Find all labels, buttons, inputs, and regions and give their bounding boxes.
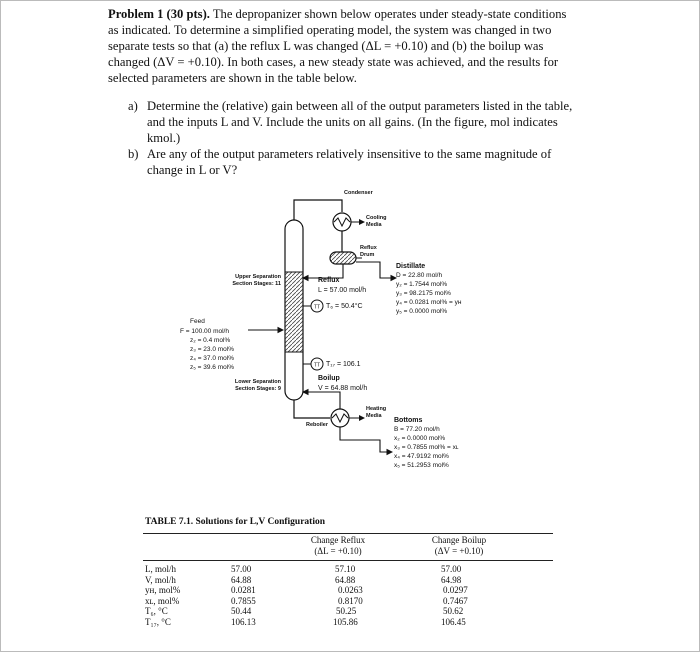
distillate-line: y₂ = 1.7544 mol%	[396, 281, 448, 288]
header-text: (ΔV = +0.10)	[434, 546, 484, 556]
table-rule-top	[143, 533, 553, 534]
bottoms-line: x₅ = 51.2953 mol%	[394, 462, 449, 469]
reflux-value: 64.88	[335, 574, 356, 585]
row-label: T₆, °C	[145, 606, 168, 616]
cooling-media-label: Cooling	[366, 215, 387, 221]
problem-title: Problem 1 (30 pts).	[108, 7, 210, 21]
heating-media-label: Media	[366, 413, 382, 419]
base-value: 0.7855	[231, 595, 256, 606]
row-label: L, mol/h	[145, 564, 176, 574]
reboiler-label: Reboiler	[306, 422, 329, 428]
bottoms-label: Bottoms	[394, 417, 423, 424]
reflux-value: 57.10	[335, 564, 356, 574]
distillate-label: Distillate	[396, 263, 426, 270]
boilup-value: V = 64.88 mol/h	[318, 385, 368, 392]
reflux-value: 0.8170	[338, 595, 363, 606]
temperature-transmitter-t17	[303, 358, 323, 370]
base-value: 57.00	[231, 564, 252, 574]
problem-text: The depropanizer shown below operates under steady-state conditions as indicated. To determine a simplified operating model, the system was changed in two separate tests so that (a) the reflux L was changed (ΔL = +0.10) and (b) the boilup was changed (ΔV = +0.10). In both cases, a new steady state was achieved, and the results for selected parameters are shown in the table below.	[108, 7, 567, 85]
boilup-value: 106.45	[441, 616, 466, 627]
distillate-line: y₅ = 0.0000 mol%	[396, 308, 448, 315]
t17-value: T₁₇ = 106.1	[326, 361, 361, 368]
row-label: T₁₇, °C	[145, 616, 171, 627]
bottoms-line: B = 77.20 mol/h	[394, 426, 440, 433]
table-title: TABLE 7.1. Solutions for L,V Configuration	[145, 517, 326, 527]
feed-line-text: z₃ = 23.0 mol%	[190, 346, 235, 353]
row-label: yʜ, mol%	[145, 585, 181, 595]
reflux-drum-label: Reflux	[360, 245, 377, 251]
distillation-column	[285, 220, 303, 400]
header-change-boilup	[409, 535, 509, 557]
base-value: 0.0281	[231, 585, 256, 595]
base-value: 64.88	[231, 574, 252, 585]
upper-section-label: Section Stages: 11	[232, 281, 281, 287]
reflux-drum-label: Drum	[360, 252, 375, 258]
boilup-value: 0.7467	[443, 595, 468, 606]
feed-line-text: z₄ = 37.0 mol%	[190, 355, 235, 362]
distillate-line: y₄ = 0.0281 mol% = yʜ	[396, 299, 462, 306]
header-change-reflux	[293, 535, 383, 557]
question-label: b)	[128, 147, 139, 161]
bottoms-line: x₄ = 47.9192 mol%	[394, 453, 449, 460]
header-text: Change Reflux	[310, 535, 366, 545]
feed-label: Feed	[190, 318, 205, 325]
reflux-value: 105.86	[333, 616, 358, 627]
header-text: (ΔL = +0.10)	[314, 546, 362, 556]
boilup-value: 50.62	[443, 606, 464, 616]
temperature-transmitter-t6	[303, 300, 323, 312]
boilup-value: 57.00	[441, 564, 462, 574]
base-value: 50.44	[231, 606, 252, 616]
reflux-label: Reflux	[318, 277, 340, 284]
distillate-line: D = 22.80 mol/h	[396, 272, 443, 279]
boilup-label: Boilup	[318, 375, 340, 382]
feed-line-text: z₂ = 0.4 mol%	[190, 337, 231, 344]
lower-section-label: Section Stages: 9	[235, 386, 281, 392]
question-text: Are any of the output parameters relatively insensitive to the same magnitude of change in L or V?	[147, 147, 552, 177]
boilup-value: 64.98	[441, 574, 462, 585]
reflux-value: 0.0263	[338, 585, 363, 595]
boilup-value: 0.0297	[443, 585, 468, 595]
question-label: a)	[128, 99, 138, 113]
table-rule-mid	[143, 560, 553, 561]
row-label: xʟ, mol%	[145, 595, 180, 606]
t6-value: T₆ = 50.4°C	[326, 303, 363, 310]
row-label: V, mol/h	[145, 574, 176, 585]
tt-label: TT	[313, 362, 321, 369]
feed-line-text: z₅ = 39.6 mol%	[190, 364, 234, 371]
heating-media-label: Heating	[366, 406, 387, 412]
feed-line-text: F = 100.00 mol/h	[180, 328, 229, 335]
condenser-label: Condenser	[344, 190, 373, 196]
cooling-media-label: Media	[366, 222, 382, 228]
reflux-value: L = 57.00 mol/h	[318, 287, 367, 294]
distillate-line: y₃ = 98.2175 mol%	[396, 290, 451, 297]
upper-section-label: Upper Separation	[235, 274, 281, 280]
reflux-value: 50.25	[336, 606, 357, 616]
base-value: 106.13	[231, 616, 256, 627]
lower-section-label: Lower Separation	[234, 379, 281, 385]
bottoms-line: x₃ = 0.7855 mol% = xʟ	[394, 444, 459, 451]
header-text: Change Boilup	[431, 535, 487, 545]
bottoms-line: x₂ = 0.0000 mol%	[394, 435, 446, 442]
reflux-drum	[303, 252, 396, 278]
tt-label: TT	[313, 304, 321, 311]
question-text: Determine the (relative) gain between all of the output parameters listed in the table, and the inputs L and V. Include the units on all gains. (In the figure, mol indicates kmol.)	[147, 99, 573, 145]
